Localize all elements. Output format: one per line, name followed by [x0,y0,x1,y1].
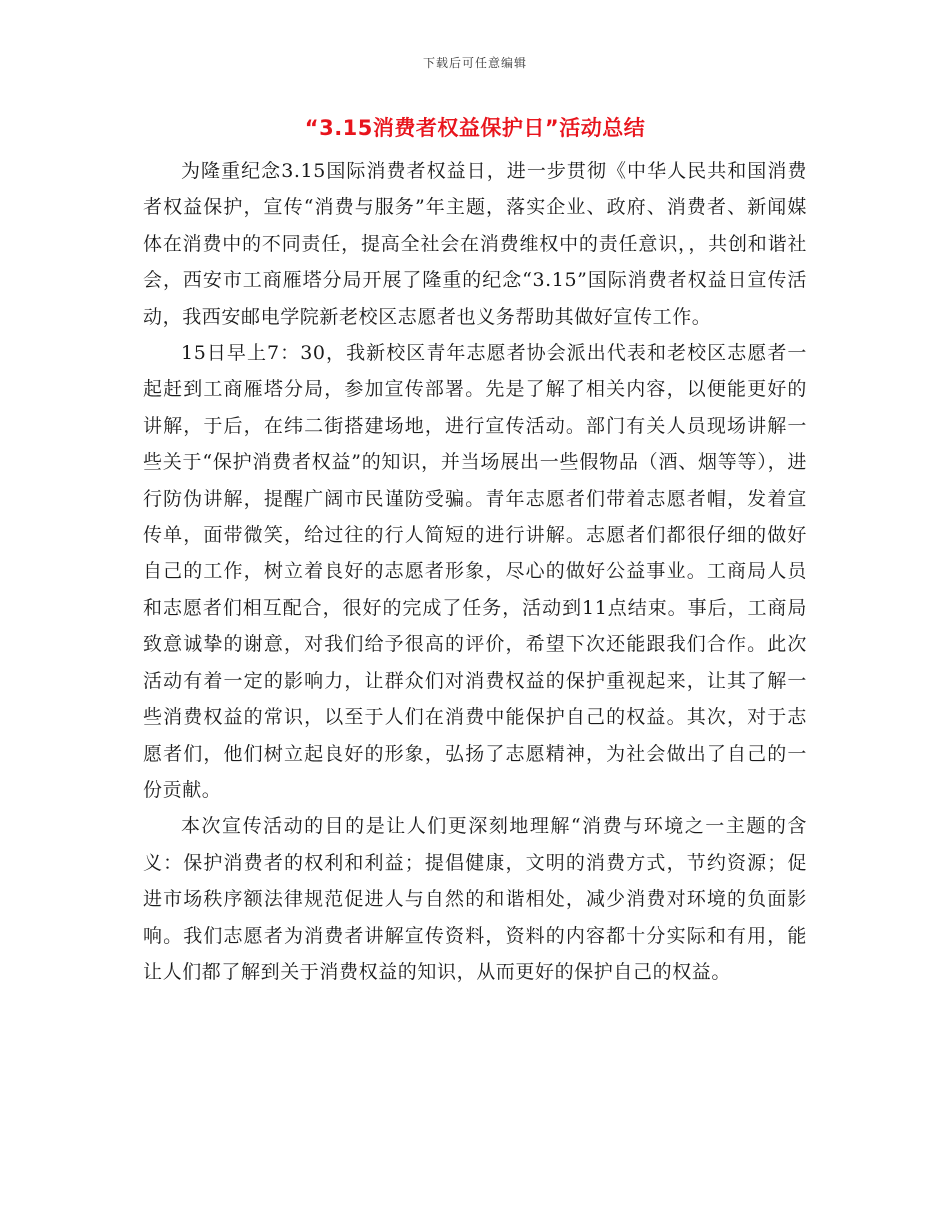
paragraph-activity: 15日早上7：30，我新校区青年志愿者协会派出代表和老校区志愿者一起赶到工商雁塔分局，参加宣传部署。先是了解了相关内容，以便能更好的讲解，于后，在纬二街搭建场地，进行宣传活动。部门有关人员现场讲解一些关于“保护消费者权益”的知识，并当场展出一些假物品（酒、烟等等），进行防伪讲解，提醒广阔市民谨防受骗。青年志愿者们带着志愿者帽，发着宣传单，面带微笑，给过往的行人简短的进行讲解。志愿者们都很仔细的做好自己的工作，树立着良好的志愿者形象，尽心的做好公益事业。工商局人员和志愿者们相互配合，很好的完成了任务，活动到11点结束。事后，工商局致意诚挚的谢意，对我们给予很高的评价，希望下次还能跟我们合作。此次活动有着一定的影响力，让群众们对消费权益的保护重视起来，让其了解一些消费权益的常识，以至于人们在消费中能保护自己的权益。其次，对于志愿者们，他们树立起良好的形象，弘扬了志愿精神，为社会做出了自己的一份贡献。 [143,342,807,801]
document-title: “3.15消费者权益保护日”活动总结 [304,116,646,140]
paragraph-intro: 为隆重纪念3.15国际消费者权益日，进一步贯彻《中华人民共和国消费者权益保护，宣传“消费与服务”年主题，落实企业、政府、消费者、新闻媒体在消费中的不同责任，提高全社会在消费维权中的责任意识，，共创和谐社会，西安市工商雁塔分局开展了隆重的纪念“3.15”国际消费者权益日宣传活动，我西安邮电学院新老校区志愿者也义务帮助其做好宣传工作。 [143,160,807,328]
paragraph-purpose: 本次宣传活动的目的是让人们更深刻地理解“消费与环境之一主题的含义：保护消费者的权利和利益；提倡健康，文明的消费方式，节约资源；促进市场秩序额法律规范促进人与自然的和谐相处，减少消费对环境的负面影响。我们志愿者为消费者讲解宣传资料，资料的内容都十分实际和有用，能让人们都了解到关于消费权益的知识，从而更好的保护自己的权益。 [143,815,807,983]
document-body [143,153,807,990]
page-header-note: 下载后可任意编辑 [422,56,527,70]
